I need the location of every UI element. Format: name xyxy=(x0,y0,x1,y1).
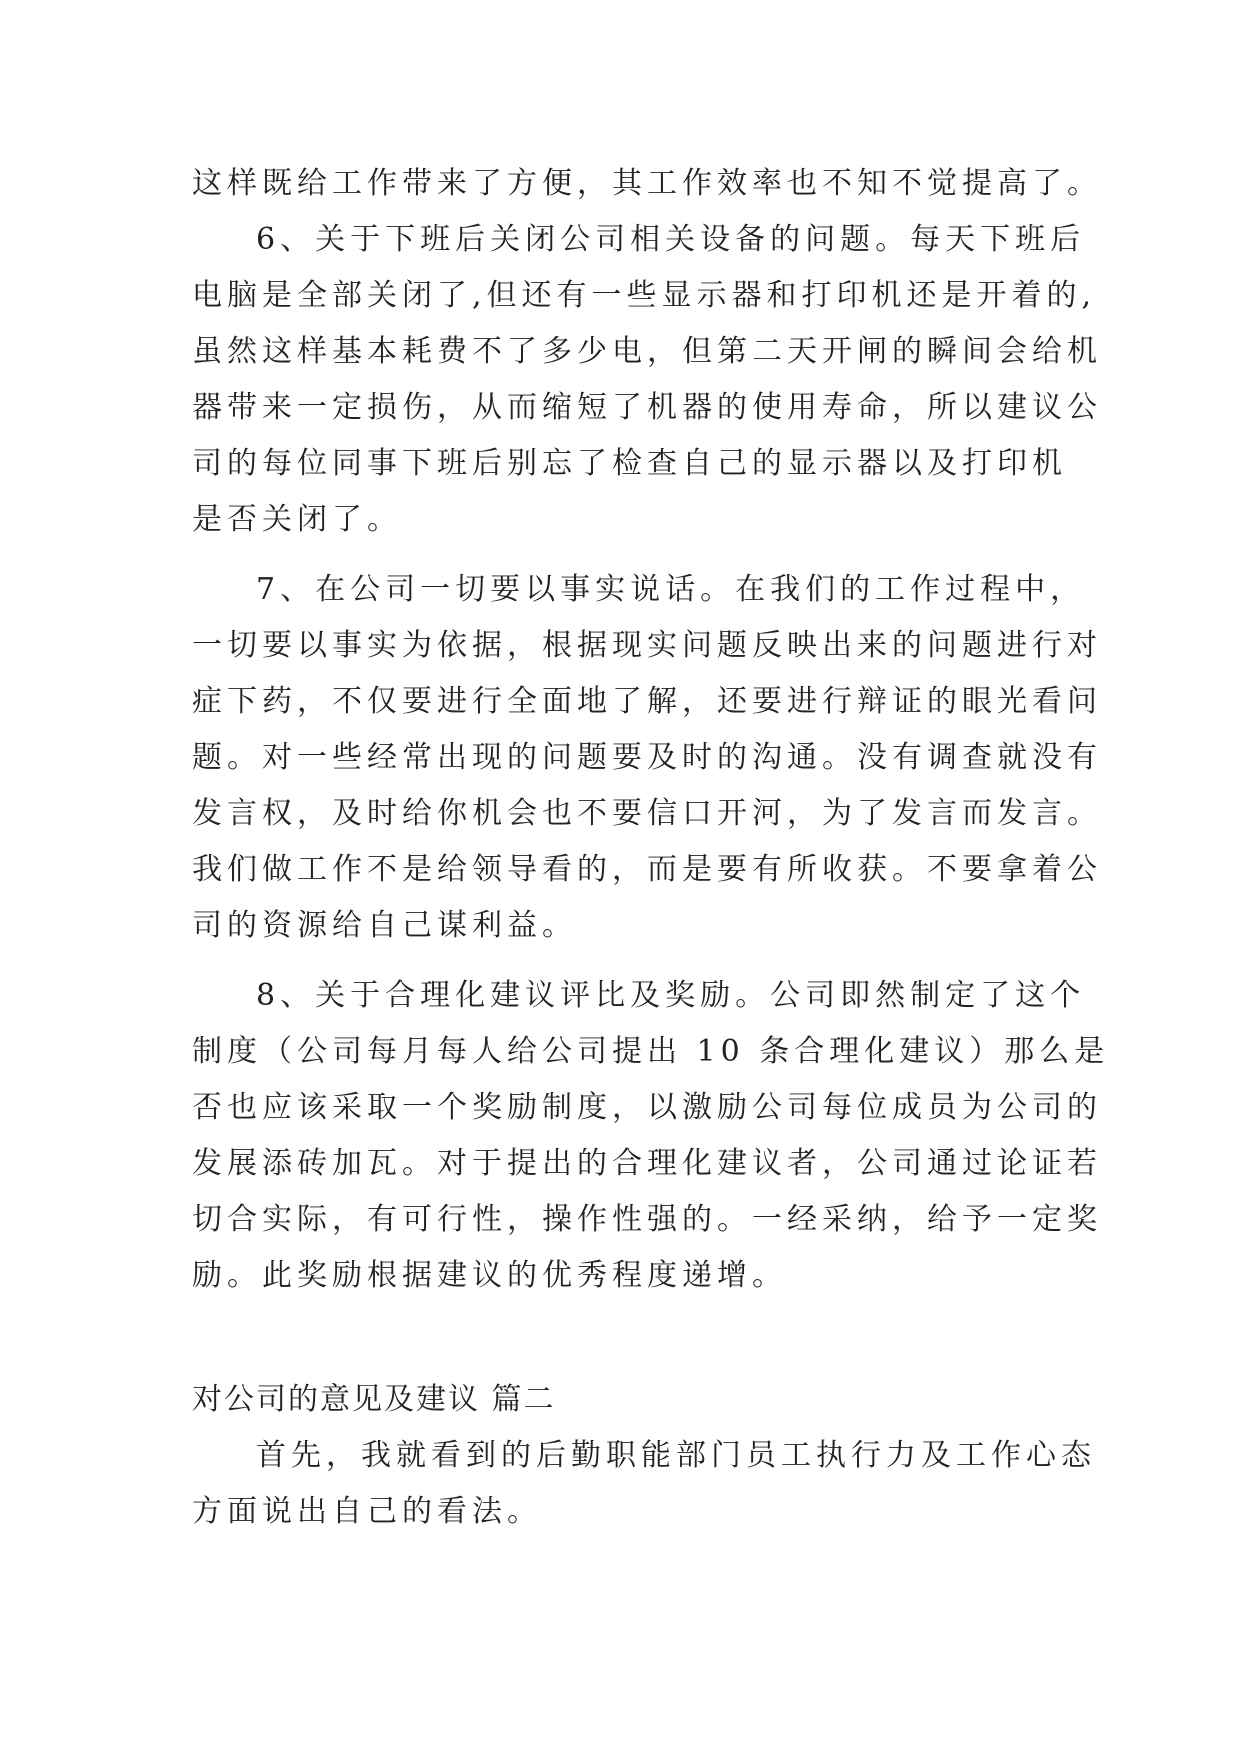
text-line-1: 这样既给工作带来了方便，其工作效率也不知不觉提高了。 xyxy=(192,166,1102,201)
section-heading: 对公司的意见及建议 篇二 xyxy=(192,1382,556,1417)
text-line-16: 制度（公司每月每人给公司提出 10 条合理化建议）那么是 xyxy=(192,1034,1110,1069)
text-line-19: 切合实际，有可行性，操作性强的。一经采纳，给予一定奖 xyxy=(192,1202,1102,1237)
text-line-17: 否也应该采取一个奖励制度，以激励公司每位成员为公司的 xyxy=(192,1090,1102,1125)
text-line-3: 电脑是全部关闭了,但还有一些显示器和打印机还是开着的, xyxy=(192,278,1097,313)
text-line-23: 方面说出自己的看法。 xyxy=(192,1494,542,1529)
paragraph-8-start: 8、关于合理化建议评比及奖励。公司即然制定了这个 xyxy=(256,978,1086,1013)
text-line-10: 症下药，不仅要进行全面地了解，还要进行辩证的眼光看问 xyxy=(192,684,1102,719)
text-line-14: 司的资源给自己谋利益。 xyxy=(192,908,577,943)
text-line-5: 器带来一定损伤，从而缩短了机器的使用寿命，所以建议公 xyxy=(192,390,1102,425)
text-line-9: 一切要以事实为依据，根据现实问题反映出来的问题进行对 xyxy=(192,628,1102,663)
paragraph-intro-start: 首先，我就看到的后勤职能部门员工执行力及工作心态 xyxy=(256,1438,1096,1473)
paragraph-6-start: 6、关于下班后关闭公司相关设备的问题。每天下班后 xyxy=(256,222,1086,257)
text-line-4: 虽然这样基本耗费不了多少电，但第二天开闸的瞬间会给机 xyxy=(192,334,1102,369)
text-line-20: 励。此奖励根据建议的优秀程度递增。 xyxy=(192,1258,787,1293)
text-line-13: 我们做工作不是给领导看的，而是要有所收获。不要拿着公 xyxy=(192,852,1102,887)
text-line-12: 发言权，及时给你机会也不要信口开河，为了发言而发言。 xyxy=(192,796,1102,831)
text-line-6: 司的每位同事下班后别忘了检查自己的显示器以及打印机 xyxy=(192,446,1067,481)
text-line-18: 发展添砖加瓦。对于提出的合理化建议者，公司通过论证若 xyxy=(192,1146,1102,1181)
text-line-11: 题。对一些经常出现的问题要及时的沟通。没有调查就没有 xyxy=(192,740,1102,775)
paragraph-7-start: 7、在公司一切要以事实说话。在我们的工作过程中， xyxy=(256,572,1086,607)
text-line-7: 是否关闭了。 xyxy=(192,502,402,537)
